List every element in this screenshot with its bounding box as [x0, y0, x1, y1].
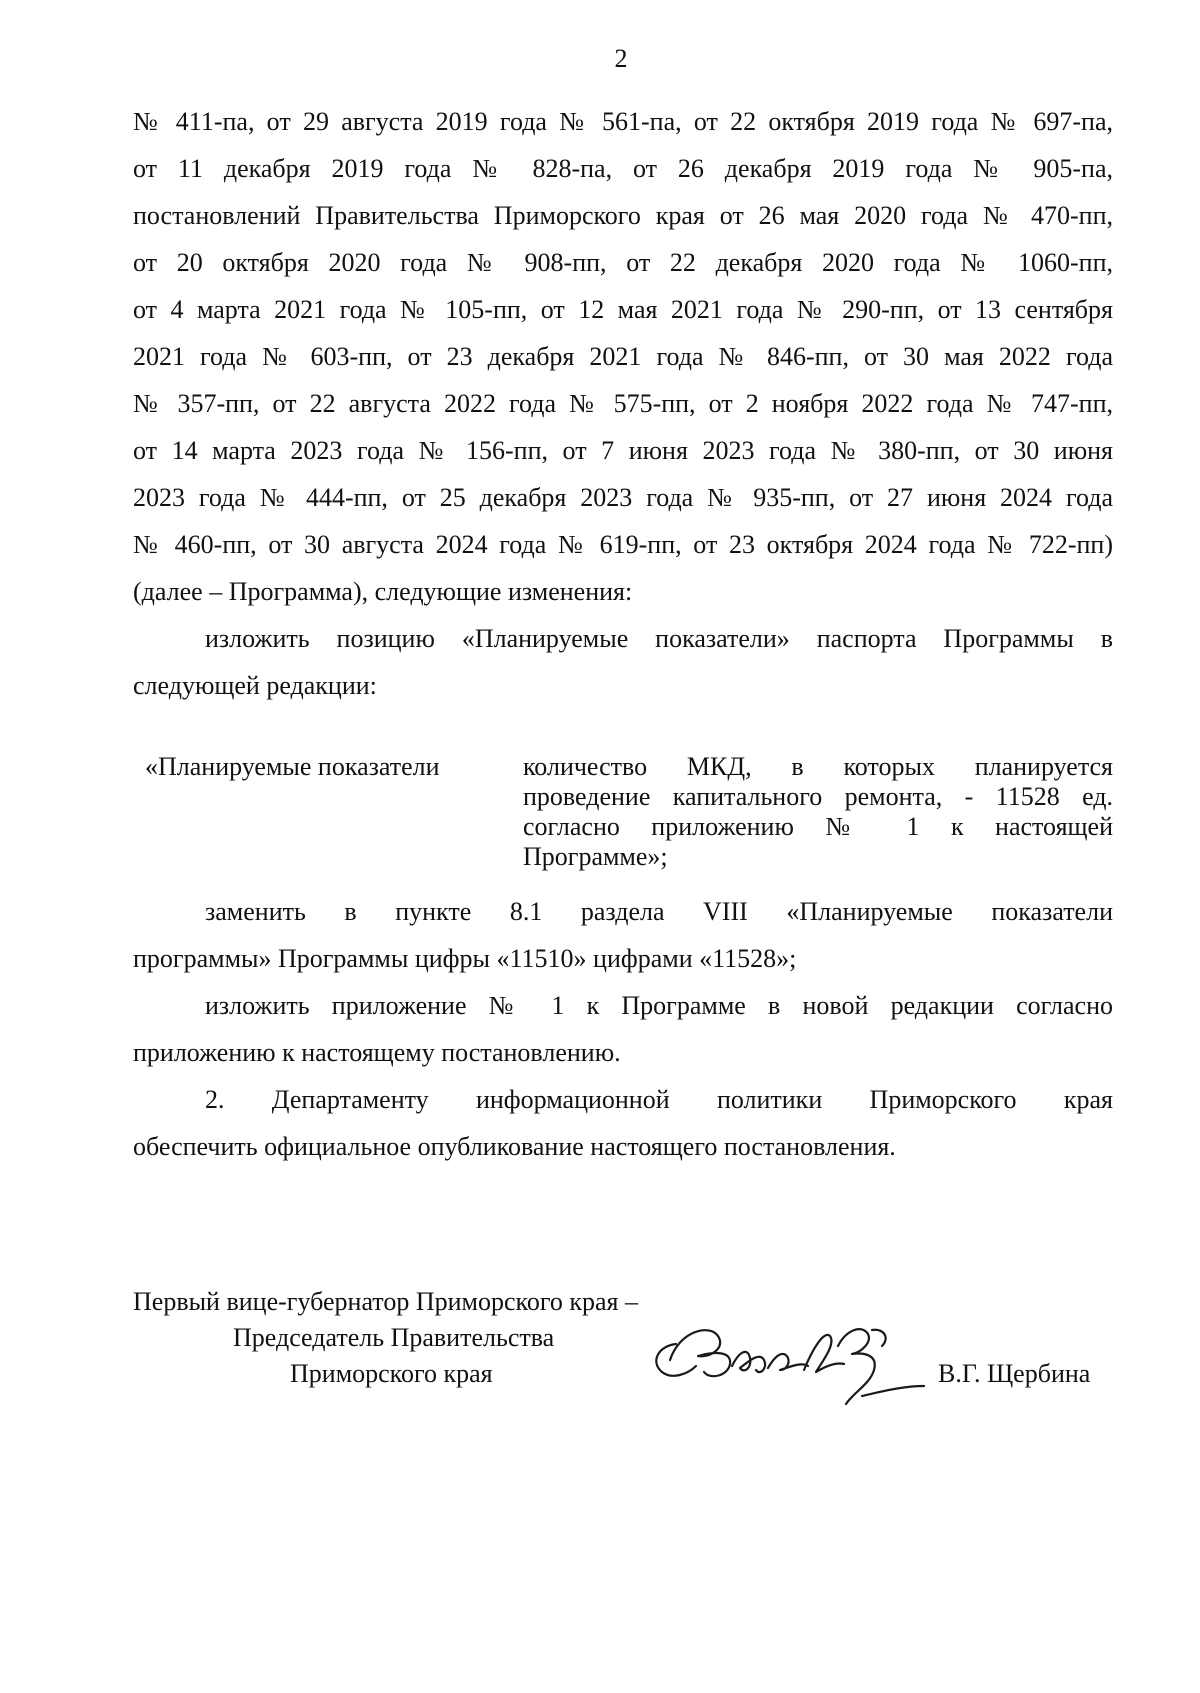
signer-position-line: Председатель Правительства: [233, 1323, 555, 1352]
text-line: приложению к настоящему постановлению.: [133, 1038, 621, 1067]
text-line: изложить позицию «Планируемые показатели» паспорта Программы в: [205, 624, 1113, 653]
indicator-name: «Планируемые показатели: [145, 752, 440, 781]
text-line: программы» Программы цифры «11510» цифрами «11528»;: [133, 944, 797, 973]
indicator-value-line: проведение капитального ремонта, - 11528 ед.: [523, 782, 1113, 811]
text-line: изложить приложение № 1 к Программе в новой редакции согласно: [205, 991, 1113, 1020]
text-line: 2023 года № 444-пп, от 25 декабря 2023 года № 935-пп, от 27 июня 2024 года: [133, 483, 1113, 512]
text-line: следующей редакции:: [133, 671, 377, 700]
text-line: постановлений Правительства Приморского края от 26 мая 2020 года № 470-пп,: [133, 201, 1113, 230]
indicator-value-line: Программе»;: [523, 842, 668, 871]
indicator-value: [523, 752, 1113, 872]
text-line: от 4 марта 2021 года № 105-пп, от 12 мая 2021 года № 290-пп, от 13 сентября: [133, 295, 1113, 324]
amendment-items: [133, 888, 1113, 1170]
text-line: от 14 марта 2023 года № 156-пп, от 7 июня 2023 года № 380-пп, от 30 июня: [133, 436, 1113, 465]
signer-position-line: Первый вице-губернатор Приморского края –: [133, 1287, 638, 1316]
indicator-value-line: согласно приложению № 1 к настоящей: [523, 812, 1113, 841]
text-line: № 357-пп, от 22 августа 2022 года № 575-пп, от 2 ноября 2022 года № 747-пп,: [133, 389, 1113, 418]
text-line: № 411-па, от 29 августа 2019 года № 561-па, от 22 октября 2019 года № 697-па,: [133, 107, 1113, 136]
text-line: № 460-пп, от 30 августа 2024 года № 619-пп, от 23 октября 2024 года № 722-пп): [133, 530, 1113, 559]
page-number: 2: [614, 44, 628, 73]
signer-position-line: Приморского края: [290, 1359, 493, 1388]
amendment-preamble: [133, 98, 1113, 709]
text-line: (далее – Программа), следующие изменения:: [133, 577, 633, 606]
text-line: от 11 декабря 2019 года № 828-па, от 26 декабря 2019 года № 905-па,: [133, 154, 1113, 183]
text-line: обеспечить официальное опубликование настоящего постановления.: [133, 1132, 896, 1161]
text-line: от 20 октября 2020 года № 908-пп, от 22 декабря 2020 года № 1060-пп,: [133, 248, 1113, 277]
text-line: 2. Департаменту информационной политики Приморского края: [205, 1085, 1113, 1114]
text-line: заменить в пункте 8.1 раздела VIII «Планируемые показатели: [205, 897, 1113, 926]
indicator-value-line: количество МКД, в которых планируется: [523, 752, 1113, 781]
text-line: 2021 года № 603-пп, от 23 декабря 2021 года № 846-пп, от 30 мая 2022 года: [133, 342, 1113, 371]
signer-name: В.Г. Щербина: [938, 1359, 1091, 1388]
handwritten-signature: [640, 1300, 930, 1410]
